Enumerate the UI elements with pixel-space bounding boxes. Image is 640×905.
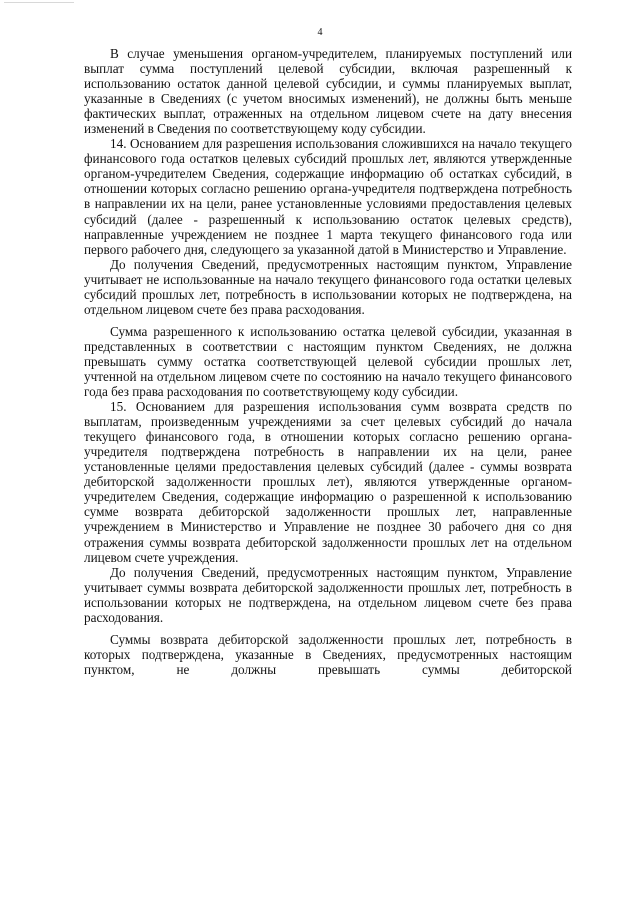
page-number: 4	[317, 27, 323, 38]
paragraph-before-info-15: До получения Сведений, предусмотренных настоящим пунктом, Управление учитывает суммы возврата дебиторской задолженности прошлых лет, потребность в использовании которых не подтверждена, на отдельном лицевом счете без права расходования.	[84, 564, 572, 625]
paragraph-allowed-balance: Сумма разрешенного к использованию остатка целевой субсидии, указанная в представленных в соответствии с настоящим пунктом Сведениях, не должна превышать сумму остатка соответствующей целевой субсидии прошлых лет, учтенной на отдельном лицевом счете по состоянию на начало текущего финансового года без права расходования по соответствующему коду субсидии.	[84, 323, 572, 400]
paragraph-item-15: 15. Основанием для разрешения использования сумм возврата средств по выплатам, произведенным учреждениями за счет целевых субсидий до начала текущего финансового года, в отношении которых согласно решению органа-учредителя подтверждена потребность в направлении их на цели, ранее установленные целями предоставления целевых субсидий (далее - суммы возврата дебиторской задолженности прошлых лет), являются утвержденные органом-учредителем Сведения, содержащие информацию о разрешенной к использованию сумме возврата дебиторской задолженности прошлых лет, направленные учреждением в Министерство и Управление не позднее 30 рабочего дня со дня отражения суммы возврата дебиторской задолженности прошлых лет на отдельном лицевом счете учреждения.	[84, 399, 572, 565]
paragraph-gap	[84, 625, 572, 632]
paragraph-item-14: 14. Основанием для разрешения использования сложившихся на начало текущего финансового года остатков целевых субсидий прошлых лет, являются утвержденные органом-учредителем Сведения, содержащие информацию об остатках субсидий, в отношении которых согласно решению органа-учредителя подтверждена потребность в направлении их на цели, ранее установленные условиями предоставления целевых субсидий (далее - разрешенный к использованию остаток целевых средств), направленные учреждением не позднее 1 марта текущего финансового года или первого рабочего дня, следующего за указанной датой в Министерство и Управление.	[84, 136, 572, 257]
paragraph-gap	[84, 317, 572, 324]
paragraph-subsidy-reduction: В случае уменьшения органом-учредителем, планируемых поступлений или выплат сумма поступлений целевой субсидии, включая разрешенный к использованию остаток данной целевой субсидии, и суммы планируемых выплат, указанные в Сведениях (с учетом вносимых изменений), не должны быть меньше фактических выплат, отраженных на отдельном лицевом счете на дату внесения изменений в Сведения по соответствующему коду субсидии.	[84, 46, 572, 137]
paragraph-before-info-14: До получения Сведений, предусмотренных настоящим пунктом, Управление учитывает не использованные на начало текущего финансового года остатки целевых субсидий прошлых лет, потребность в использовании которых не подтверждена, на отдельном лицевом счете без права расходования.	[84, 256, 572, 317]
scan-edge-mark	[4, 2, 74, 3]
paragraph-return-sums: Суммы возврата дебиторской задолженности прошлых лет, потребность в которых подтверждена, указанные в Сведениях, предусмотренных настоящим пунктом, не должны превышать суммы дебиторской	[84, 631, 572, 677]
body-text	[84, 46, 572, 677]
